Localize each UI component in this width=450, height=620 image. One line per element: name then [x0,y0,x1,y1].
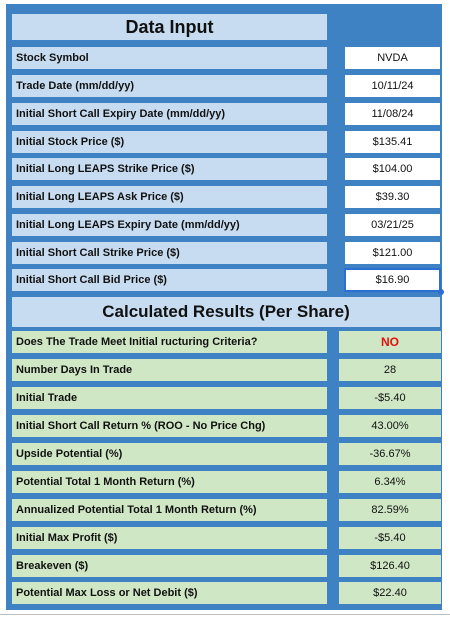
stock-price-cell[interactable]: $135.41 [345,131,440,153]
result-row-upside [12,443,440,465]
result-label: Potential Total 1 Month Return (%) [12,471,327,493]
input-row-short-call-expiry [12,103,440,125]
result-label: Initial Short Call Return % (ROO - No Price Chg) [12,415,327,437]
input-row-short-call-strike [12,242,440,264]
leaps-ask-cell[interactable]: $39.30 [345,186,440,208]
trade-date-cell[interactable]: 10/11/24 [345,75,440,97]
input-label: Initial Short Call Strike Price ($) [12,242,327,264]
criteria-result-cell[interactable]: NO [339,331,441,353]
result-label: Breakeven ($) [12,555,327,577]
max-loss-cell[interactable]: $22.40 [339,582,441,604]
input-row-leaps-expiry [12,214,440,236]
days-in-trade-cell[interactable]: 28 [339,359,441,381]
annualized-return-cell[interactable]: 82.59% [339,499,441,521]
fill-handle[interactable] [438,289,444,295]
max-profit-cell[interactable]: -$5.40 [339,527,441,549]
result-label: Potential Max Loss or Net Debit ($) [12,582,327,604]
short-call-return-cell[interactable]: 43.00% [339,415,441,437]
result-label: Does The Trade Meet Initial ructuring Criteria? [12,331,327,353]
result-row-breakeven [12,555,440,577]
result-row-max-loss [12,582,440,604]
input-label: Initial Long LEAPS Strike Price ($) [12,158,327,180]
input-label: Initial Stock Price ($) [12,131,327,153]
result-row-max-profit [12,527,440,549]
result-row-short-call-return [12,415,440,437]
input-label: Initial Long LEAPS Expiry Date (mm/dd/yy) [12,214,327,236]
input-row-leaps-strike [12,158,440,180]
data-input-header: Data Input [12,14,327,40]
input-label: Trade Date (mm/dd/yy) [12,75,327,97]
short-call-bid-cell[interactable] [345,269,440,291]
input-label: Initial Short Call Expiry Date (mm/dd/yy) [12,103,327,125]
result-row-1m-return [12,471,440,493]
input-row-stock-symbol [12,47,440,69]
input-row-stock-price [12,131,440,153]
divider [0,614,450,615]
input-row-leaps-ask [12,186,440,208]
result-label: Annualized Potential Total 1 Month Return (%) [12,499,327,521]
leaps-strike-cell[interactable]: $104.00 [345,158,440,180]
short-call-expiry-cell[interactable]: 11/08/24 [345,103,440,125]
input-label: Initial Short Call Bid Price ($) [12,269,327,291]
result-label: Initial Trade [12,387,327,409]
result-row-initial-trade [12,387,440,409]
month-return-cell[interactable]: 6.34% [339,471,441,493]
result-row-criteria [12,331,440,353]
input-row-trade-date [12,75,440,97]
short-call-strike-cell[interactable]: $121.00 [345,242,440,264]
short-call-bid-value: $16.90 [375,274,410,286]
input-label: Initial Long LEAPS Ask Price ($) [12,186,327,208]
result-label: Initial Max Profit ($) [12,527,327,549]
results-header: Calculated Results (Per Share) [12,297,440,327]
input-label: Stock Symbol [12,47,327,69]
result-label: Upside Potential (%) [12,443,327,465]
stock-symbol-cell[interactable]: NVDA [345,47,440,69]
input-row-short-call-bid [12,269,440,291]
result-row-annualized [12,499,440,521]
result-row-days [12,359,440,381]
result-label: Number Days In Trade [12,359,327,381]
leaps-expiry-cell[interactable]: 03/21/25 [345,214,440,236]
initial-trade-cell[interactable]: -$5.40 [339,387,441,409]
breakeven-cell[interactable]: $126.40 [339,555,441,577]
upside-potential-cell[interactable]: -36.67% [339,443,441,465]
